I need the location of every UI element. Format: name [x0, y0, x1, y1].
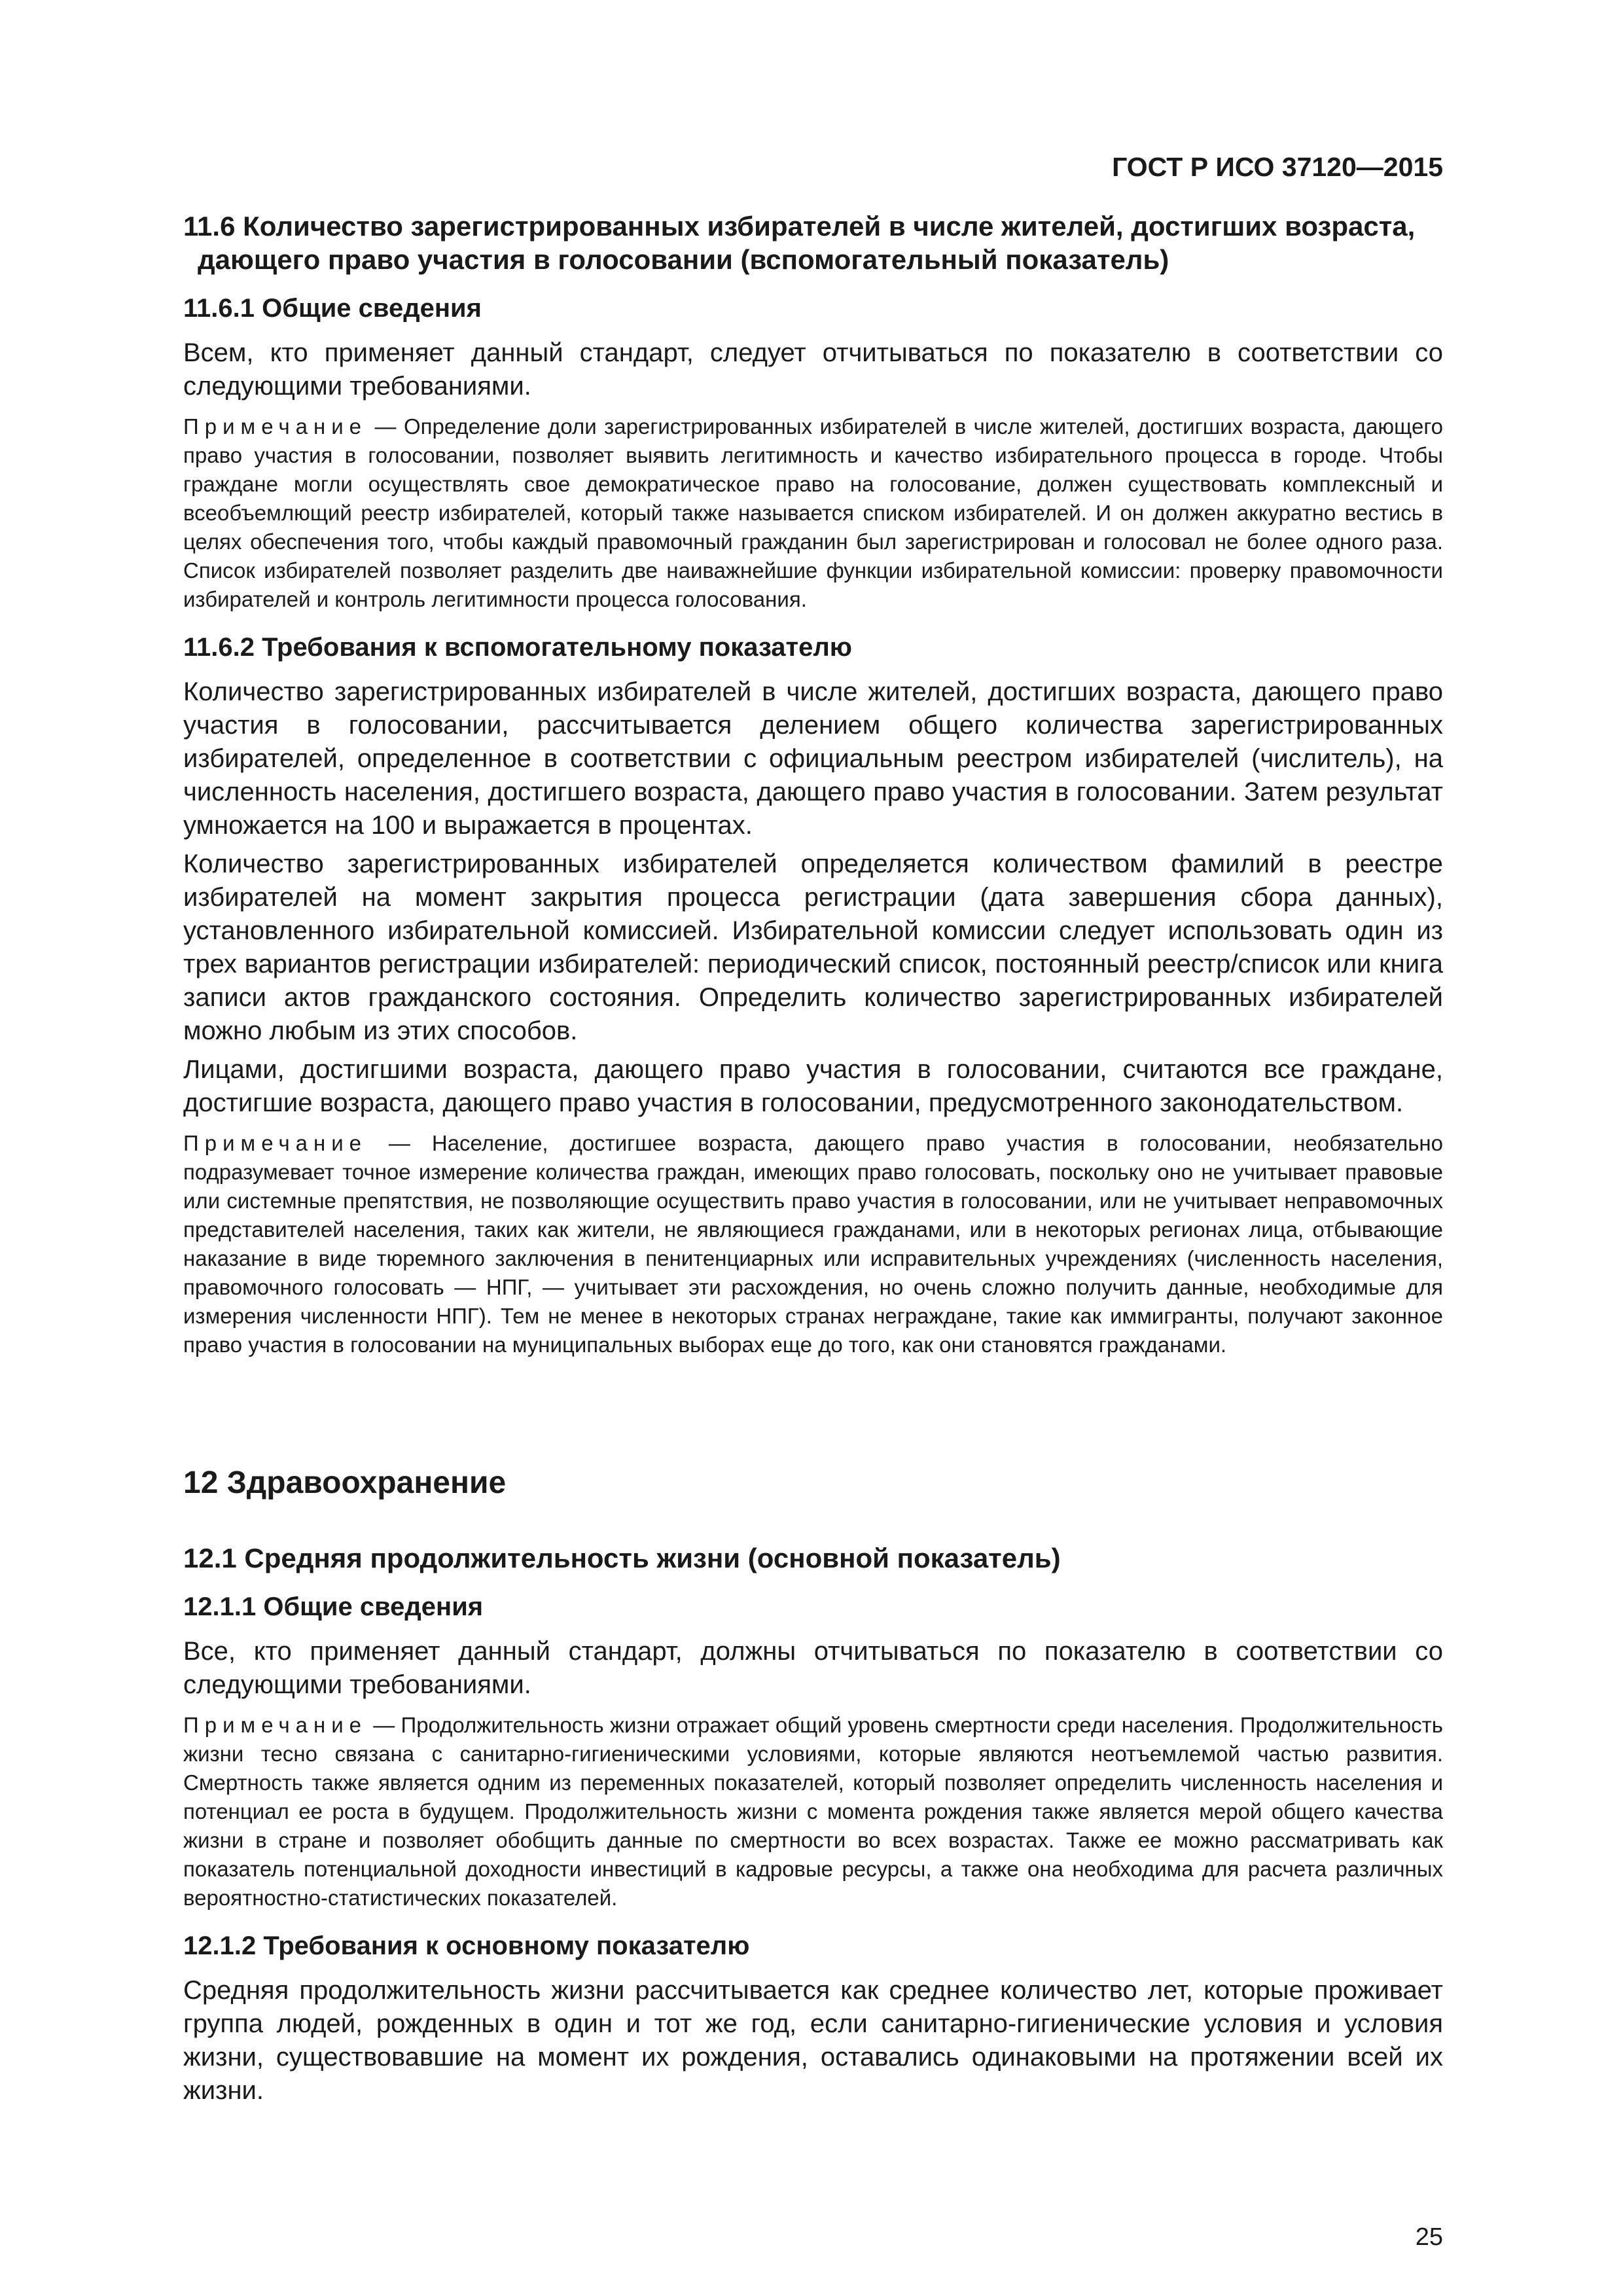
section-12-title: 12 Здравоохранение: [183, 1465, 507, 1500]
section-12-1-title: 12.1 Средняя продолжительность жизни (основной показатель): [183, 1543, 1061, 1573]
note-label: Примечание: [183, 414, 368, 439]
section-12-1-1-body: Все, кто применяет данный стандарт, должны отчитываться по показателю в соответствии со следующими требованиями.: [183, 1637, 1443, 1699]
note-text: — Население, достигшее возраста, дающего право участия в голосовании, необязательно подразумевает точное измерение количества граждан, имеющих право голосовать, поскольку оно не учитывает правовые или системные препятствия, не позволяющие осуществить право участия в голосовании, или не учитывает неправомочных представителей населения, таких как жители, не являющиеся гражданами, или в некоторых регионах лица, отбывающие наказание в виде тюремного заключения в пенитенциарных или исправительных учреждениях (численность населения, правомочного голосовать — НПГ, — учитывает эти расхождения, но очень сложно получить данные, необходимые для измерения численности НПГ). Тем не менее в некоторых странах неграждане, такие как иммигранты, получают законное право участия в голосовании на муниципальных выборах еще до того, как они становятся гражданами.: [183, 1131, 1443, 1357]
section-12-1-2-body: Средняя продолжительность жизни рассчитывается как среднее количество лет, которые проживает группа людей, рожденных в один и тот же год, если санитарно-гигиенические условия и условия жизни, существовавшие на момент их рождения, оставались одинаковыми на протяжении всей их жизни.: [183, 1976, 1443, 2105]
note-11-6-2: [183, 1129, 1443, 1359]
page-content: [183, 151, 1443, 2113]
section-11-6-2-title: 11.6.2 Требования к вспомогательному показателю: [183, 633, 852, 662]
note-text: — Определение доли зарегистрированных избирателей в числе жителей, достигших возраста, дающего право участия в голосовании, позволяет выявить легитимность и качество избирательного процесса в городе. Чтобы граждане могли осуществлять свое демократическое право на голосование, должен существовать комплексный и всеобъемлющий реестр избирателей, который также называется списком избирателей. И он должен аккуратно вестись в целях обеспечения того, чтобы каждый правомочный гражданин был зарегистрирован и голосовал не более одного раза. Список избирателей позволяет разделить две наиважнейшие функции избирательной комиссии: проверку правомочности избирателей и контроль легитимности процесса голосования.: [183, 414, 1443, 611]
section-11-6-2-paragraph-3: Лицами, достигшими возраста, дающего право участия в голосовании, считаются все граждане, достигшие возраста, дающего право участия в голосовании, предусмотренного законодательством.: [183, 1055, 1443, 1117]
section-12-1-1-title: 12.1.1 Общие сведения: [183, 1592, 484, 1621]
note-12-1-1: [183, 1711, 1443, 1912]
note-label: Примечание: [183, 1713, 368, 1737]
note-text: — Продолжительность жизни отражает общий уровень смертности среди населения. Продолжительность жизни тесно связана с санитарно-гигиеническими условиями, которые являются неотъемлемой частью развития. Смертность также является одним из переменных показателей, который позволяет определить численность населения и потенциал ее роста в будущем. Продолжительность жизни с момента рождения также является мерой общего качества жизни в стране и позволяет обобщить данные по смертности во всех возрастах. Также ее можно рассматривать как показатель потенциальной доходности инвестиций в кадровые ресурсы, а также она необходима для расчета различных вероятностно-статистических показателей.: [183, 1713, 1443, 1910]
section-11-6-2-paragraph-1: Количество зарегистрированных избирателей в числе жителей, достигших возраста, дающего право участия в голосовании, рассчитывается делением общего количества зарегистрированных избирателей, определенное в соответствии с официальным реестром избирателей (числитель), на численность населения, достигшего возраста, дающего право участия в голосовании. Затем результат умножается на 100 и выражается в процентах.: [183, 677, 1443, 840]
section-11-6-1-title: 11.6.1 Общие сведения: [183, 294, 482, 323]
page-number: 25: [1415, 2223, 1443, 2251]
note-label: Примечание: [183, 1131, 368, 1155]
section-11-6-2-paragraph-2: Количество зарегистрированных избирателей определяется количеством фамилий в реестре избирателей на момент закрытия процесса регистрации (дата завершения сбора данных), установленного избирательной комиссией. Избирательной комиссии следует использовать один из трех вариантов регистрации избирателей: периодический список, постоянный реестр/список или книга записи актов гражданского состояния. Определить количество зарегистрированных избирателей можно любым из этих способов.: [183, 850, 1443, 1045]
document-header: ГОСТ Р ИСО 37120—2015: [1112, 152, 1443, 182]
section-12-1-2-title: 12.1.2 Требования к основному показателю: [183, 1931, 750, 1960]
section-11-6-1-body: Всем, кто применяет данный стандарт, следует отчитываться по показателю в соответствии со следующими требованиями.: [183, 338, 1443, 401]
note-11-6-1: [183, 412, 1443, 614]
section-11-6-title: 11.6 Количество зарегистрированных избирателей в числе жителей, достигших возраста, дающего право участия в голосовании (вспомогательный показатель): [183, 211, 1416, 275]
